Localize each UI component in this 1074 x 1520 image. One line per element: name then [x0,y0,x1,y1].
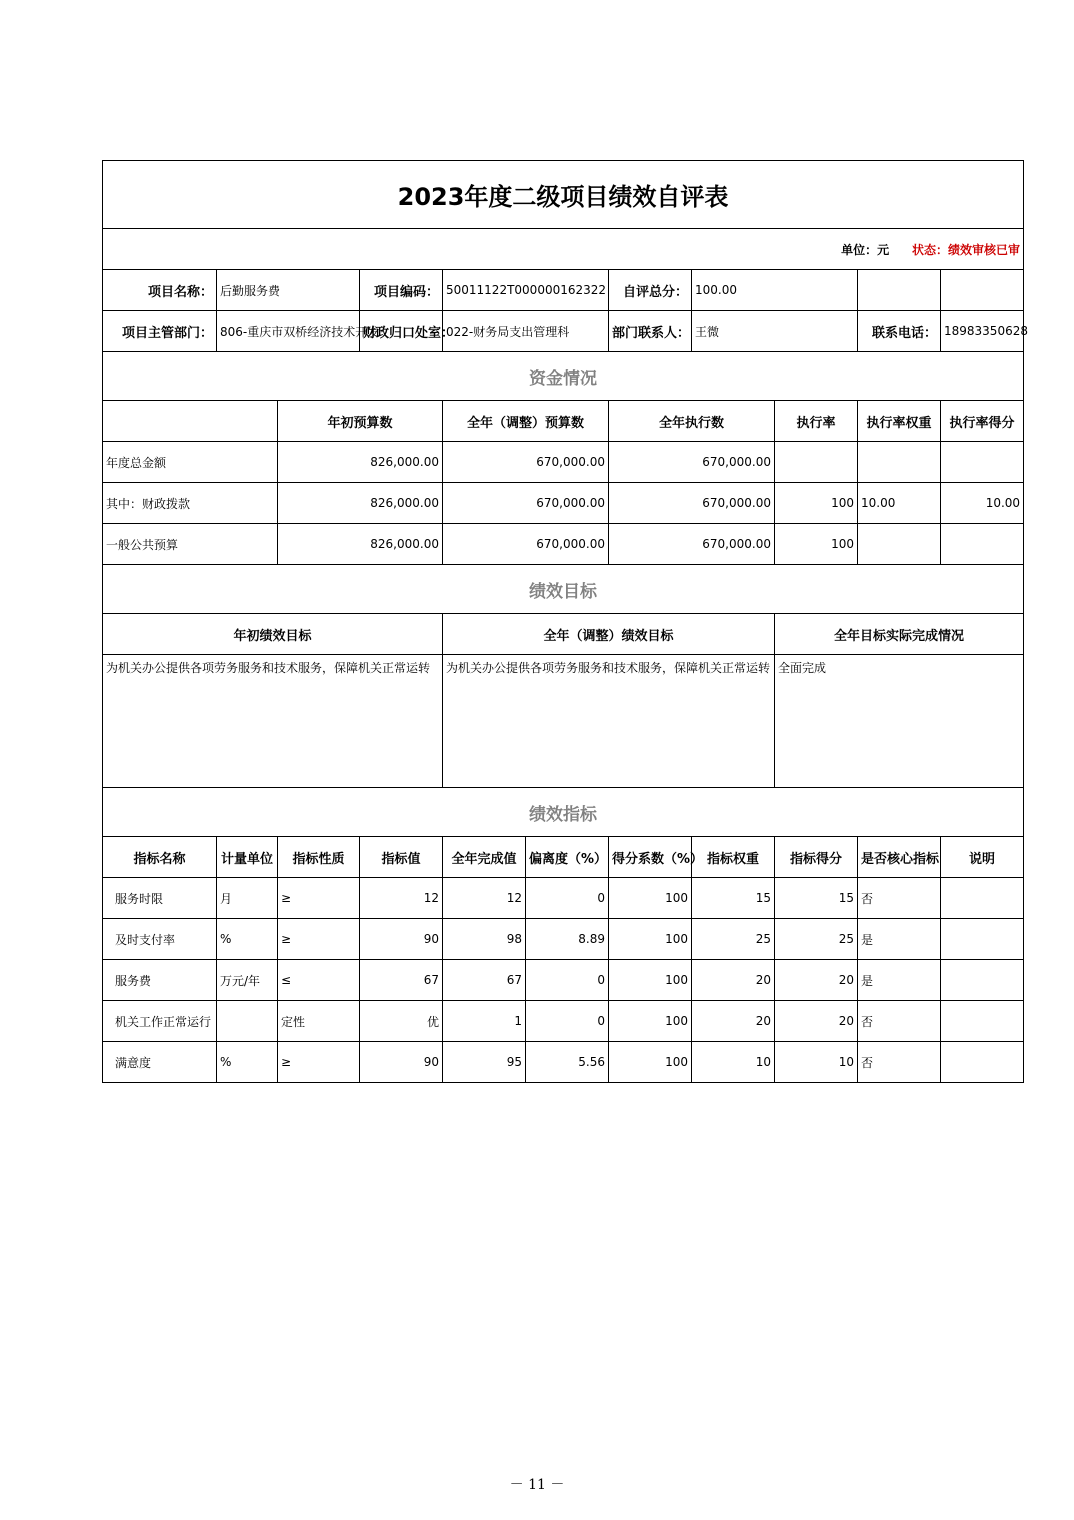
project-code: 50011122T000000162322 [443,270,609,311]
funds-header: 全年（调整）预算数 [443,401,609,442]
project-name: 后勤服务费 [217,270,360,311]
indicator-cell: 15 [692,878,775,919]
funds-cell: 670,000.00 [609,442,775,483]
indicator-cell: 0 [526,878,609,919]
funds-cell: 100 [775,483,858,524]
funds-cell [858,442,941,483]
goals-header: 全年目标实际完成情况 [775,614,1024,655]
indicator-cell: 0 [526,1001,609,1042]
phone-label: 联系电话： [858,311,941,352]
indicator-cell: 12 [443,878,526,919]
indicator-cell: 万元/年 [217,960,278,1001]
indicator-cell: 否 [858,1042,941,1083]
indicator-cell: 20 [775,1001,858,1042]
indicator-cell: 否 [858,878,941,919]
project-name-label: 项目名称： [103,270,217,311]
dept-label: 项目主管部门： [103,311,217,352]
indicator-cell: 20 [692,960,775,1001]
funds-cell: 670,000.00 [609,524,775,565]
indicator-cell: 10 [692,1042,775,1083]
indicator-header: 指标值 [360,837,443,878]
funds-cell: 826,000.00 [278,483,443,524]
indicator-cell: 1 [443,1001,526,1042]
indicator-cell: 机关工作正常运行 [103,1001,217,1042]
indicator-header: 指标名称 [103,837,217,878]
performance-table [102,160,1028,1083]
indicator-cell: 67 [443,960,526,1001]
indicator-cell: 服务费 [103,960,217,1001]
funds-header: 全年执行数 [609,401,775,442]
funds-header [103,401,278,442]
indicator-header: 指标得分 [775,837,858,878]
funds-cell: 一般公共预算 [103,524,278,565]
indicator-cell: 25 [775,919,858,960]
funds-cell: 826,000.00 [278,524,443,565]
indicator-cell [217,1001,278,1042]
dept-value: 806-重庆市双桥经济技术开发 [217,311,360,352]
page-number: － 11 － [509,1477,565,1493]
indicator-cell: 8.89 [526,919,609,960]
indicator-cell: 是 [858,960,941,1001]
indicator-cell: 是 [858,919,941,960]
score-value: 100.00 [692,270,858,311]
indicator-cell [941,1001,1024,1042]
indicator-cell [941,878,1024,919]
funds-cell: 670,000.00 [443,483,609,524]
indicator-cell: 定性 [278,1001,360,1042]
indicator-header: 说明 [941,837,1024,878]
indicator-cell: 25 [692,919,775,960]
indicators-section-title: 绩效指标 [103,788,1024,837]
score-label: 自评总分： [609,270,692,311]
indicator-header: 是否核心指标 [858,837,941,878]
indicator-cell [941,960,1024,1001]
funds-cell [941,524,1024,565]
indicator-cell: ≤ [278,960,360,1001]
funds-cell: 年度总金额 [103,442,278,483]
indicator-cell: 15 [775,878,858,919]
empty-cell [858,270,941,311]
indicator-cell: 95 [443,1042,526,1083]
indicator-cell: % [217,1042,278,1083]
indicator-cell: 20 [775,960,858,1001]
funds-header: 年初预算数 [278,401,443,442]
indicator-cell: 及时支付率 [103,919,217,960]
funds-header: 执行率权重 [858,401,941,442]
office-label: 财政归口处室： [360,311,443,352]
table-row [103,1042,1024,1083]
goal-adjusted: 为机关办公提供各项劳务服务和技术服务，保障机关正常运转 [443,655,775,788]
indicator-header: 全年完成值 [443,837,526,878]
indicator-cell: 优 [360,1001,443,1042]
funds-cell: 10.00 [941,483,1024,524]
indicator-cell: 5.56 [526,1042,609,1083]
funds-cell: 670,000.00 [443,442,609,483]
table-row [103,442,1024,483]
table-row [103,960,1024,1001]
indicator-rows [103,878,1024,1083]
table-row [103,483,1024,524]
contact-value: 王微 [692,311,858,352]
page-title: 2023年度二级项目绩效自评表 [103,161,1024,229]
indicator-cell: 100 [609,919,692,960]
contact-label: 部门联系人： [609,311,692,352]
unit-status-row [103,229,1024,270]
funds-cell [941,442,1024,483]
indicator-cell: ≥ [278,1042,360,1083]
indicator-cell: 90 [360,1042,443,1083]
indicator-cell: 否 [858,1001,941,1042]
indicator-cell: 90 [360,919,443,960]
goals-section-title: 绩效目标 [103,565,1024,614]
indicator-header: 指标权重 [692,837,775,878]
indicator-cell: 100 [609,960,692,1001]
indicator-header: 计量单位 [217,837,278,878]
phone-value: 18983350628 [941,311,1024,352]
indicator-header: 指标性质 [278,837,360,878]
status-label: 状态：绩效审核已审 [912,242,1021,257]
indicator-cell: 98 [443,919,526,960]
goal-actual: 全面完成 [775,655,1024,788]
funds-header: 执行率得分 [941,401,1024,442]
indicator-cell: 服务时限 [103,878,217,919]
funds-section-title: 资金情况 [103,352,1024,401]
indicator-header: 偏离度（%） [526,837,609,878]
indicator-cell: ≥ [278,878,360,919]
funds-cell [775,442,858,483]
goals-header: 全年（调整）绩效目标 [443,614,775,655]
funds-cell [858,524,941,565]
funds-cell: 10.00 [858,483,941,524]
funds-cell: 100 [775,524,858,565]
indicator-header: 得分系数（%） [609,837,692,878]
indicator-cell: 10 [775,1042,858,1083]
table-row [103,919,1024,960]
indicator-cell: 0 [526,960,609,1001]
indicator-cell: 100 [609,878,692,919]
indicator-cell [941,919,1024,960]
table-row [103,524,1024,565]
indicator-cell: ≥ [278,919,360,960]
indicator-cell: 满意度 [103,1042,217,1083]
indicator-cell: 月 [217,878,278,919]
funds-header: 执行率 [775,401,858,442]
unit-label: 单位：元 [841,242,890,257]
table-row [103,1001,1024,1042]
funds-cell: 670,000.00 [609,483,775,524]
goal-initial: 为机关办公提供各项劳务服务和技术服务，保障机关正常运转 [103,655,443,788]
indicator-cell: 100 [609,1042,692,1083]
indicator-cell: 100 [609,1001,692,1042]
empty-cell [941,270,1024,311]
indicator-cell [941,1042,1024,1083]
indicator-cell: % [217,919,278,960]
indicator-cell: 67 [360,960,443,1001]
office-value: 022-财务局支出管理科 [443,311,609,352]
table-row [103,878,1024,919]
indicator-cell: 20 [692,1001,775,1042]
indicator-cell: 12 [360,878,443,919]
funds-cell: 826,000.00 [278,442,443,483]
goals-header: 年初绩效目标 [103,614,443,655]
funds-cell: 其中：财政拨款 [103,483,278,524]
funds-cell: 670,000.00 [443,524,609,565]
project-code-label: 项目编码： [360,270,443,311]
